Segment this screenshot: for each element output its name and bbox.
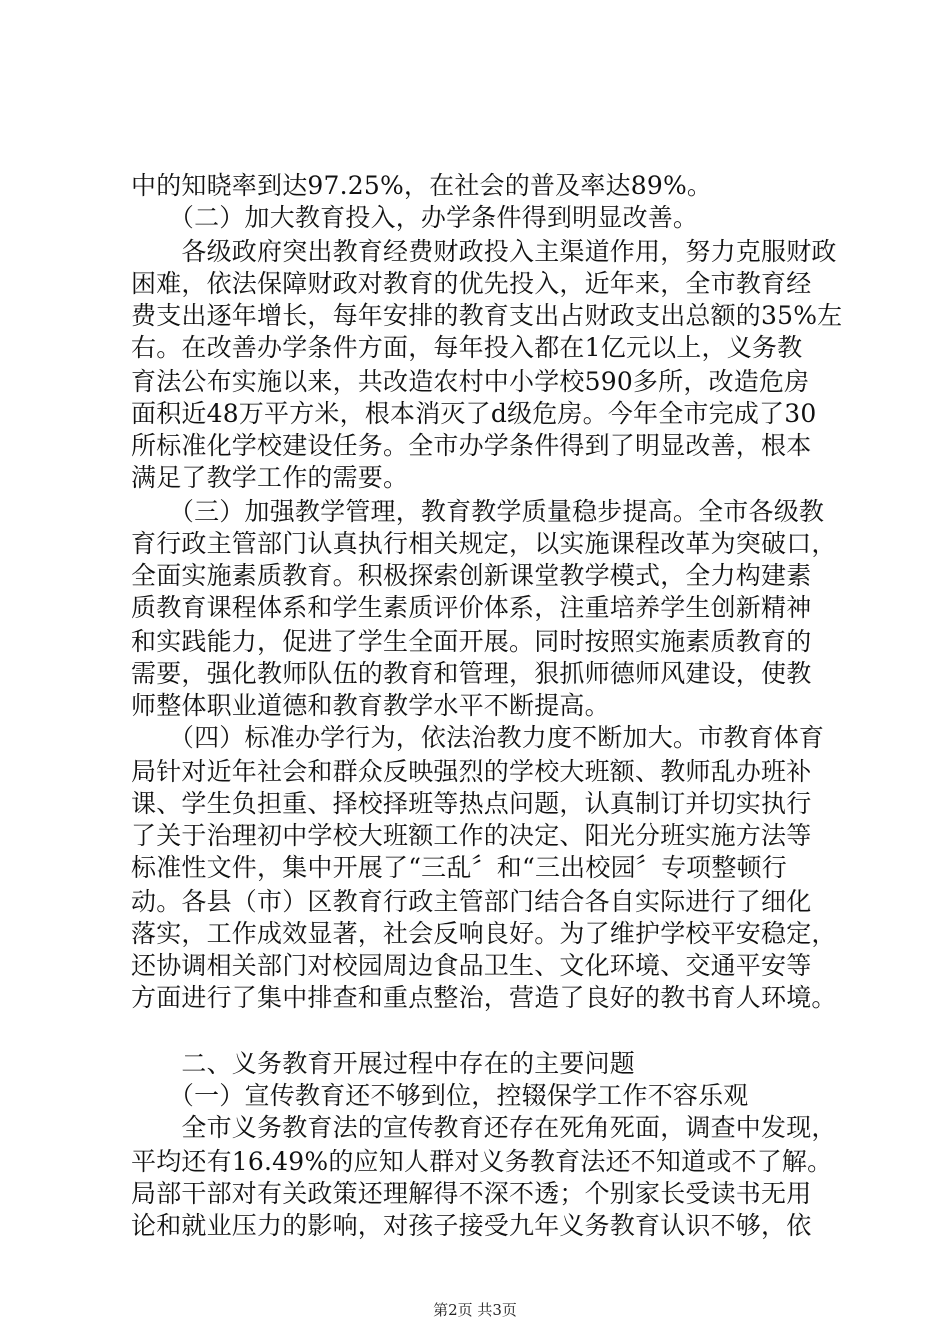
- text-line: 质教育课程体系和学生素质评价体系，注重培养学生创新精神: [131, 593, 812, 622]
- text-line: 动。各县（市）区教育行政主管部门结合各自实际进行了细化: [131, 887, 812, 916]
- text-line: 满足了教学工作的需要。: [131, 463, 409, 492]
- text-line: 育法公布实施以来，共改造农村中小学校590多所，改造危房: [131, 367, 810, 396]
- text-line: 费支出逐年增长，每年安排的教育支出占财政支出总额的35%左: [131, 301, 843, 330]
- text-line: 全面实施素质教育。积极探索创新课堂教学模式，全力构建素: [131, 561, 812, 590]
- text-line: 局部干部对有关政策还理解得不深不透；个别家长受读书无用: [131, 1179, 812, 1208]
- text-line: 标准性文件，集中开展了“三乱〞和“三出校园〞专项整顿行: [131, 853, 787, 882]
- text-line: 方面进行了集中排查和重点整治，营造了良好的教书育人环境。: [131, 983, 837, 1012]
- text-line: 了关于治理初中学校大班额工作的决定、阳光分班实施方法等: [131, 821, 812, 850]
- text-line: 平均还有16.49%的应知人群对义务教育法还不知道或不了解。: [131, 1147, 833, 1176]
- text-line: 需要，强化教师队伍的教育和管理，狠抓师德师风建设，使教: [131, 659, 812, 688]
- text-line: 全市义务教育法的宣传教育还存在死角死面，调查中发现，: [131, 1113, 837, 1142]
- text-line: 育行政主管部门认真执行相关规定，以实施课程改革为突破口，: [131, 529, 837, 558]
- text-line: 还协调相关部门对校园周边食品卫生、文化环境、交通平安等: [131, 951, 812, 980]
- text-line: 所标准化学校建设任务。全市办学条件得到了明显改善，根本: [131, 431, 812, 460]
- chapter-heading: 二、义务教育开展过程中存在的主要问题: [131, 1049, 636, 1078]
- text-line: 课、学生负担重、择校择班等热点问题，认真制订并切实执行: [131, 789, 812, 818]
- section-heading: （一）宣传教育还不够到位，控辍保学工作不容乐观: [131, 1081, 749, 1110]
- section-heading: （二）加大教育投入，办学条件得到明显改善。: [131, 203, 699, 232]
- text-line: 和实践能力，促进了学生全面开展。同时按照实施素质教育的: [131, 627, 812, 656]
- page-footer: 第2页 共3页: [433, 1301, 517, 1319]
- text-line: 各级政府突出教育经费财政投入主渠道作用，努力克服财政: [131, 237, 837, 266]
- text-line: 中的知晓率到达97.25%，在社会的普及率达89%。: [131, 171, 713, 200]
- text-line: 右。在改善办学条件方面，每年投入都在1亿元以上，义务教: [131, 333, 803, 362]
- text-line: 局针对近年社会和群众反映强烈的学校大班额、教师乱办班补: [131, 757, 812, 786]
- section-heading: （三）加强教学管理，教育教学质量稳步提高。全市各级教: [131, 497, 825, 526]
- section-heading: （四）标准办学行为，依法治教力度不断加大。市教育体育: [131, 723, 825, 752]
- text-line: 论和就业压力的影响，对孩子接受九年义务教育认识不够，依: [131, 1211, 812, 1240]
- text-line: 困难，依法保障财政对教育的优先投入，近年来，全市教育经: [131, 269, 812, 298]
- text-line: 面积近48万平方米，根本消灭了d级危房。今年全市完成了30: [131, 399, 817, 428]
- text-line: 师整体职业道德和教育教学水平不断提高。: [131, 691, 610, 720]
- text-line: 落实，工作成效显著，社会反响良好。为了维护学校平安稳定，: [131, 919, 837, 948]
